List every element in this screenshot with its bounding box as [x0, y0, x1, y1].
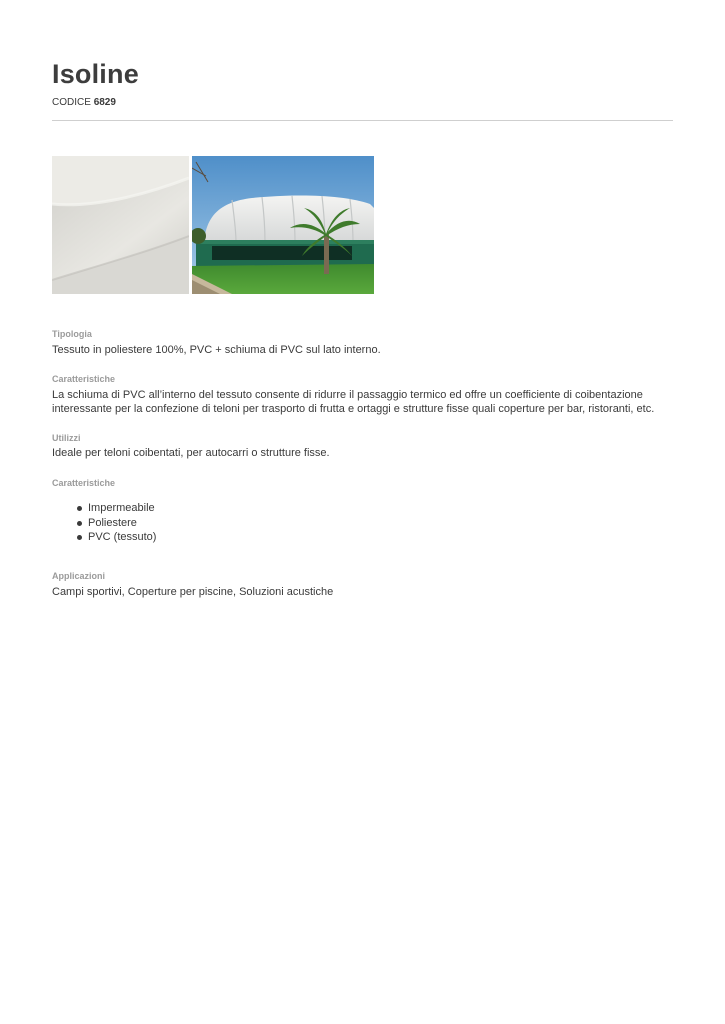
caratteristiche-list [52, 501, 156, 545]
tipologia-text: Tessuto in poliestere 100%, PVC + schiuma di PVC sul lato interno. [52, 344, 381, 356]
list-item: Poliestere [52, 516, 156, 531]
list-item: Impermeabile [52, 501, 156, 516]
caratteristiche-text: La schiuma di PVC all’interno del tessuto consente di ridurre il passaggio termico ed offre un coefficiente di coibentazione interessante per la confezione di teloni per trasporto di frutta e ortaggi e strutture fisse quali coperture per bar, ristoranti, etc. [52, 389, 655, 415]
utilizzi-label: Utilizzi [52, 433, 81, 443]
page-title: Isoline [52, 59, 139, 89]
caratteristiche-label: Caratteristiche [52, 374, 116, 384]
product-code-value: 6829 [93, 97, 116, 108]
utilizzi-text: Ideale per teloni coibentati, per autocarri o strutture fisse. [52, 447, 330, 459]
applicazioni-text: Campi sportivi, Coperture per piscine, Soluzioni acustiche [52, 586, 334, 598]
caratteristiche-list-label: Caratteristiche [52, 478, 116, 488]
tipologia-label: Tipologia [52, 329, 92, 339]
header-divider [52, 120, 673, 121]
product-code-label: CODICE [52, 97, 91, 108]
list-item: PVC (tessuto) [52, 530, 156, 545]
product-code [52, 97, 116, 109]
tent-structure-image [192, 156, 374, 294]
fabric-swatch-image [52, 156, 189, 294]
applicazioni-label: Applicazioni [52, 571, 106, 581]
